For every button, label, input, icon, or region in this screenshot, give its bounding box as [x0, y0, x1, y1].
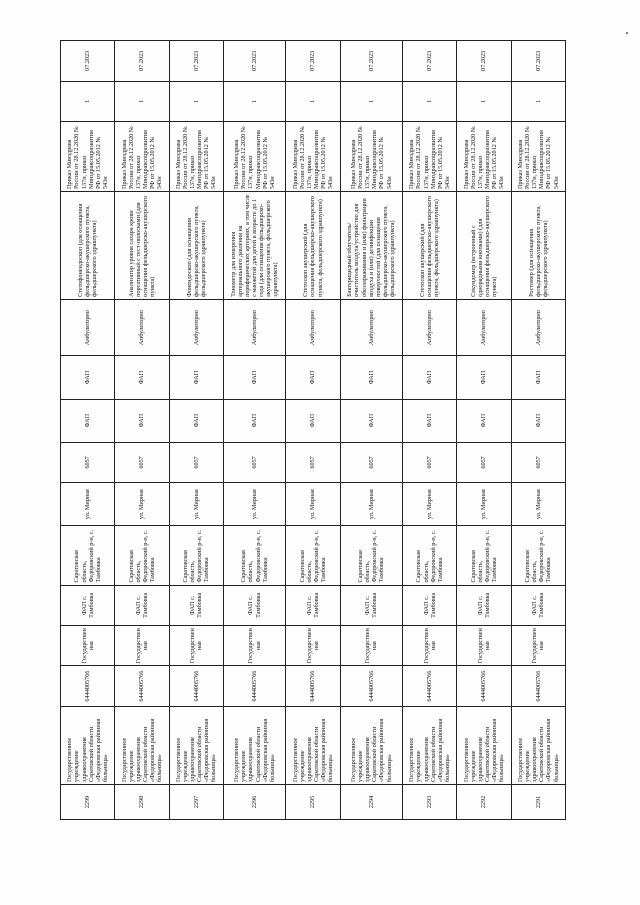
cell-qty: 1	[169, 81, 223, 121]
cell-order: Приказ Минздрава России от 28.12.2020 № 137н, приказ Минздравсоцразвития РФ от 15.05.2012 № 543н	[340, 121, 402, 191]
cell-inn: 6444005766	[286, 666, 340, 706]
cell-subtype: ФАП	[457, 356, 511, 399]
cell-name: ФАП с. Тамбовка	[61, 585, 115, 625]
cell-type: ФАП	[223, 399, 285, 442]
table-row	[457, 41, 511, 820]
rotated-page	[60, 40, 566, 820]
cell-street: ул. Мирная	[340, 483, 402, 526]
cell-street: ул. Мирная	[223, 483, 285, 526]
cell-street: ул. Мирная	[457, 483, 511, 526]
cell-name: ФАП с. Тамбовка	[286, 585, 340, 625]
cell-code: 6057	[511, 442, 565, 482]
cell-num: 2292	[457, 784, 511, 819]
cell-org: Государственное учреждение здравоохранения Саратовской области «Федоровская районная больница»	[511, 706, 565, 784]
table-row	[61, 41, 115, 820]
cell-code: 6057	[223, 442, 285, 482]
cell-ownership: Государственная	[61, 625, 115, 665]
cell-care: Амбулаторно	[169, 299, 223, 356]
cell-org: Государственное учреждение здравоохранения Саратовской области «Федоровская районная больница»	[457, 706, 511, 784]
cell-name: ФАП с. Тамбовка	[457, 585, 511, 625]
cell-num: 2293	[403, 784, 457, 819]
cell-code: 6057	[340, 442, 402, 482]
cell-org: Государственное учреждение здравоохранения Саратовской области «Федоровская районная больница»	[403, 706, 457, 784]
cell-order: Приказ Минздрава России от 28.12.2020 № 137н, приказ Минздравсоцразвития РФ от 15.05.2012 № 543н	[403, 121, 457, 191]
table-row	[511, 41, 565, 820]
cell-street: ул. Мирная	[115, 483, 169, 526]
table-row	[286, 41, 340, 820]
cell-name: ФАП с. Тамбовка	[403, 585, 457, 625]
cell-order: Приказ Минздрава России от 28.12.2020 № 137н, приказ Минздравсоцразвития РФ от 15.05.2012 № 543н	[169, 121, 223, 191]
cell-org: Государственное учреждение здравоохранения Саратовской области «Федоровская районная больница»	[286, 706, 340, 784]
cell-subtype: ФАП	[403, 356, 457, 399]
cell-subtype: ФАП	[115, 356, 169, 399]
cell-name: ФАП с. Тамбовка	[169, 585, 223, 625]
cell-code: 6057	[115, 442, 169, 482]
cell-num: 2298	[115, 784, 169, 819]
cell-name: ФАП с. Тамбовка	[340, 585, 402, 625]
table-row	[340, 41, 402, 820]
cell-date: 07.2023	[286, 41, 340, 82]
cell-qty: 1	[511, 81, 565, 121]
cell-date: 07.2023	[115, 41, 169, 82]
cell-equipment: Стетофонендоскоп (для оснащения фельдшерско-акушерского пункта, фельдшерского здравпункта)	[61, 192, 115, 300]
cell-equipment: Стетоскоп акушерский (для оснащения фельдшерско-акушерского пункта, фельдшерского здравпункта)	[403, 192, 457, 300]
cell-ownership: Государственная	[511, 625, 565, 665]
cell-qty: 1	[286, 81, 340, 121]
cell-care: Амбулаторно	[115, 299, 169, 356]
cell-qty: 1	[61, 81, 115, 121]
cell-num: 2296	[223, 784, 285, 819]
table-row	[115, 41, 169, 820]
cell-order: Приказ Минздрава России от 28.12.2020 № 137н, приказ Минздравсоцразвития РФ от 15.05.2012 № 543н	[115, 121, 169, 191]
cell-type: ФАП	[61, 399, 115, 442]
cell-order: Приказ Минздрава России от 28.12.2020 № 137н, приказ Минздравсоцразвития РФ от 15.05.2012 № 543н	[223, 121, 285, 191]
cell-code: 6057	[286, 442, 340, 482]
cell-equipment: Фонендоскоп (для оснащения фельдшерско-акушерского пункта, фельдшерского здравпункта)	[169, 192, 223, 300]
cell-type: ФАП	[511, 399, 565, 442]
cell-inn: 6444005766	[61, 666, 115, 706]
cell-order: Приказ Минздрава России от 28.12.2020 № 137н, приказ Минздравсоцразвития РФ от 15.05.2012 № 543н	[457, 121, 511, 191]
cell-order: Приказ Минздрава России от 28.12.2020 № 137н, приказ Минздравсоцразвития РФ от 15.05.2012 № 543н	[286, 121, 340, 191]
cell-address: Саратовская область, Федоровский р-н, с. Тамбовка	[115, 526, 169, 585]
cell-equipment: Стетоскоп акушерский (для оснащения фельдшерско-акушерского пункта, фельдшерского здравпункта)	[286, 192, 340, 300]
cell-name: ФАП с. Тамбовка	[511, 585, 565, 625]
cell-address: Саратовская область, Федоровский р-н, с. Тамбовка	[403, 526, 457, 585]
cell-type: ФАП	[169, 399, 223, 442]
cell-inn: 6444005766	[403, 666, 457, 706]
cell-date: 07.2023	[61, 41, 115, 82]
cell-street: ул. Мирная	[61, 483, 115, 526]
cell-org: Государственное учреждение здравоохранения Саратовской области «Федоровская районная больница»	[223, 706, 285, 784]
cell-inn: 6444005766	[223, 666, 285, 706]
cell-type: ФАП	[340, 399, 402, 442]
cell-code: 6057	[169, 442, 223, 482]
cell-address: Саратовская область, Федоровский р-н, с. Тамбовка	[286, 526, 340, 585]
cell-subtype: ФАП	[169, 356, 223, 399]
cell-care: Амбулаторно	[286, 299, 340, 356]
cell-street: ул. Мирная	[403, 483, 457, 526]
cell-type: ФАП	[115, 399, 169, 442]
cell-order: Приказ Минздрава России от 28.12.2020 № 137н, приказ Минздравсоцразвития РФ от 15.05.2012 № 543н	[61, 121, 115, 191]
cell-inn: 6444005766	[457, 666, 511, 706]
cell-qty: 1	[115, 81, 169, 121]
cell-date: 07.2023	[169, 41, 223, 82]
cell-code: 6057	[61, 442, 115, 482]
cell-num: 2291	[511, 784, 565, 819]
cell-date: 07.2023	[223, 41, 285, 82]
cell-name: ФАП с. Тамбовка	[223, 585, 285, 625]
cell-type: ФАП	[286, 399, 340, 442]
cell-org: Государственное учреждение здравоохранения Саратовской области «Федоровская районная больница»	[115, 706, 169, 784]
cell-org: Государственное учреждение здравоохранения Саратовской области «Федоровская районная больница»	[169, 706, 223, 784]
cell-address: Саратовская область, Федоровский р-н, с. Тамбовка	[511, 526, 565, 585]
cell-org: Государственное учреждение здравоохранения Саратовской области «Федоровская районная больница»	[340, 706, 402, 784]
cell-ownership: Государственная	[340, 625, 402, 665]
cell-inn: 6444005766	[169, 666, 223, 706]
cell-street: ул. Мирная	[511, 483, 565, 526]
cell-ownership: Государственная	[169, 625, 223, 665]
cell-ownership: Государственная	[403, 625, 457, 665]
cell-address: Саратовская область, Федоровский р-н, с. Тамбовка	[169, 526, 223, 585]
cell-date: 07.2023	[403, 41, 457, 82]
cell-equipment: Тонометр для измерения артериального давления на периферических артериях, в том числе с манжетой для детей в возрасте до 1 года (для оснащения фельдшерско-акушерского пункта, фельдшерского здравпункта)	[223, 192, 285, 300]
cell-code: 6057	[457, 442, 511, 482]
cell-code: 6057	[403, 442, 457, 482]
cell-address: Саратовская область, Федоровский р-н, с. Тамбовка	[61, 526, 115, 585]
cell-type: ФАП	[457, 399, 511, 442]
cell-care: Амбулаторно	[223, 299, 285, 356]
cell-equipment: Бактерицидный облучатель/очиститель воздуха/устройство для обеззараживания и (или) фильтрации воздуха и (или) дезинфекции поверхностей (для оснащения фельдшерско-акушерского пункта, фельдшерского здравпункта)	[340, 192, 402, 300]
table-row	[169, 41, 223, 820]
scan-speck	[626, 32, 628, 34]
cell-address: Саратовская область, Федоровский р-н, с. Тамбовка	[340, 526, 402, 585]
cell-ownership: Государственная	[457, 625, 511, 665]
cell-street: ул. Мирная	[169, 483, 223, 526]
cell-qty: 1	[223, 81, 285, 121]
cell-date: 07.2023	[340, 41, 402, 82]
cell-ownership: Государственная	[115, 625, 169, 665]
cell-equipment: Секундомер (встроенный с однорядными кнопками) (для оснащения фельдшерско-акушерского пункта)	[457, 192, 511, 300]
cell-care: Амбулаторно	[511, 299, 565, 356]
cell-date: 07.2023	[457, 41, 511, 82]
cell-date: 07.2023	[511, 41, 565, 82]
cell-num: 2297	[169, 784, 223, 819]
equipment-table	[60, 40, 566, 820]
cell-qty: 1	[403, 81, 457, 121]
cell-num: 2299	[61, 784, 115, 819]
cell-equipment: Ростомер (для оснащения фельдшерско-акушерского пункта, фельдшерского здравпункта)	[511, 192, 565, 300]
cell-num: 2294	[340, 784, 402, 819]
cell-care: Амбулаторно	[403, 299, 457, 356]
cell-care: Амбулаторно	[457, 299, 511, 356]
cell-subtype: ФАП	[340, 356, 402, 399]
cell-org: Государственное учреждение здравоохранения Саратовской области «Федоровская районная больница»	[61, 706, 115, 784]
cell-care: Амбулаторно	[61, 299, 115, 356]
cell-address: Саратовская область, Федоровский р-н, с. Тамбовка	[457, 526, 511, 585]
table-row	[403, 41, 457, 820]
cell-order: Приказ Минздрава России от 28.12.2020 № 137н, приказ Минздравсоцразвития РФ от 15.05.2012 № 543н	[511, 121, 565, 191]
cell-equipment: Анализатор уровня сахара крови портативный с тест-полосками (для оснащения фельдшерско-акушерского пункта)	[115, 192, 169, 300]
cell-subtype: ФАП	[286, 356, 340, 399]
cell-inn: 6444005766	[115, 666, 169, 706]
cell-qty: 1	[457, 81, 511, 121]
cell-subtype: ФАП	[511, 356, 565, 399]
cell-ownership: Государственная	[286, 625, 340, 665]
cell-address: Саратовская область, Федоровский р-н, с. Тамбовка	[223, 526, 285, 585]
cell-ownership: Государственная	[223, 625, 285, 665]
table-row	[223, 41, 285, 820]
cell-street: ул. Мирная	[286, 483, 340, 526]
cell-subtype: ФАП	[61, 356, 115, 399]
cell-care: Амбулаторно	[340, 299, 402, 356]
cell-inn: 6444005766	[340, 666, 402, 706]
cell-num: 2295	[286, 784, 340, 819]
cell-type: ФАП	[403, 399, 457, 442]
cell-name: ФАП с. Тамбовка	[115, 585, 169, 625]
cell-qty: 1	[340, 81, 402, 121]
cell-inn: 6444005766	[511, 666, 565, 706]
cell-subtype: ФАП	[223, 356, 285, 399]
